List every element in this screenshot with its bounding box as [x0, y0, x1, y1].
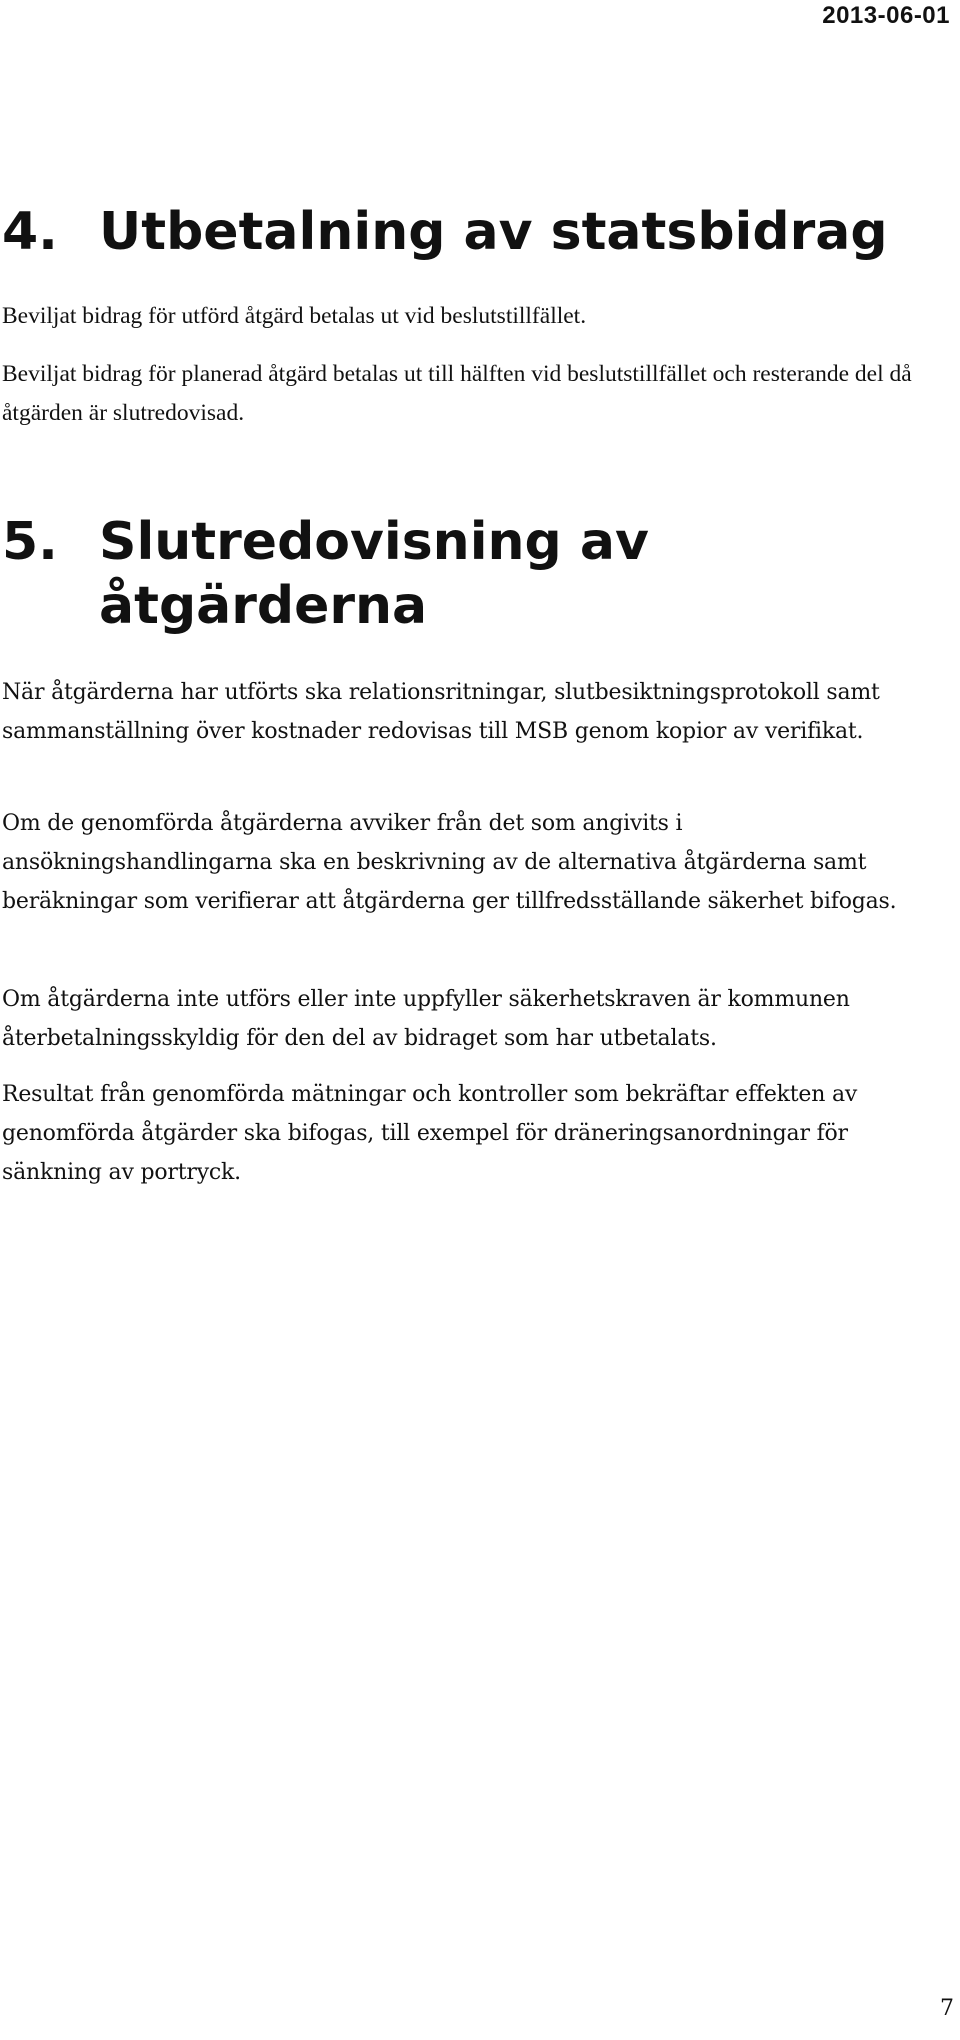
section-5-heading: [2, 510, 702, 638]
section-5-title: Slutredovisning av åtgärderna: [99, 512, 649, 636]
document-date: 2013-06-01: [822, 2, 950, 29]
section-5-paragraph: När åtgärderna har utförts ska relationsritningar, slutbesiktningsprotokoll samt sammanställning över kostnader redovisas till MSB genom kopior av verifikat.: [2, 680, 880, 744]
section-4-paragraph: Beviljat bidrag för utförd åtgärd betalas ut vid beslutstillfället.: [2, 303, 587, 329]
section-4-number: 4.: [2, 202, 58, 262]
page-number: 7: [940, 1996, 954, 2021]
section-5-number: 5.: [2, 512, 58, 572]
section-4-heading: [2, 200, 888, 264]
section-5-paragraph: Resultat från genomförda mätningar och kontroller som bekräftar effekten av genomförda åtgärder ska bifogas, till exempel för dräneringsanordningar för sänkning av portryck.: [2, 1082, 858, 1185]
section-5-paragraph: Om de genomförda åtgärderna avviker från det som angivits i ansökningshandlingarna ska en beskrivning av de alternativa åtgärderna samt beräkningar som verifierar att åtgärderna ger tillfredsställande säkerhet bifogas.: [2, 811, 897, 914]
section-4-paragraph: Beviljat bidrag för planerad åtgärd betalas ut till hälften vid beslutstillfället och resterande del då åtgärden är slutredovisad.: [2, 361, 912, 426]
section-4-title: Utbetalning av statsbidrag: [99, 202, 888, 262]
section-5-paragraph: Om åtgärderna inte utförs eller inte uppfyller säkerhetskraven är kommunen återbetalningsskyldig för den del av bidraget som har utbetalats.: [2, 987, 850, 1051]
